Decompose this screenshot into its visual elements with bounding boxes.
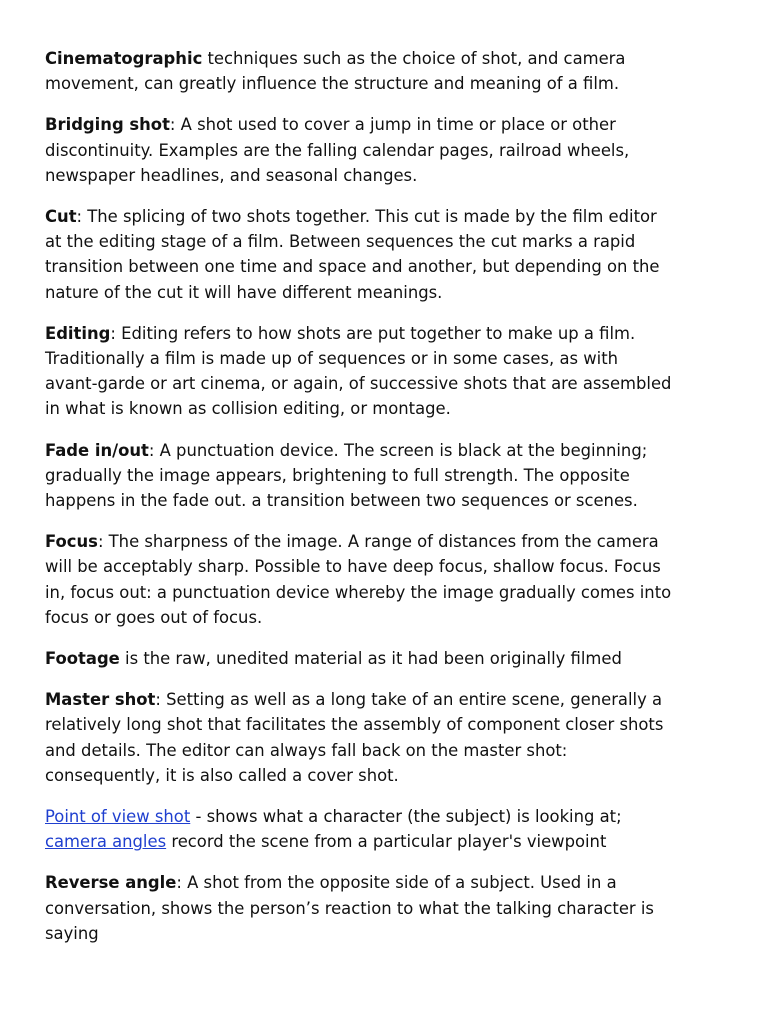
term-footage: Footage <box>45 649 120 669</box>
entry-editing <box>45 321 735 422</box>
definition-camera-angles: record the scene from a particular player's viewpoint <box>166 832 607 852</box>
camera-angles-link[interactable]: camera angles <box>45 832 167 852</box>
definition-cinematographic: techniques such as the choice of shot, and camera movement, can greatly influence the structure and meaning of a film. <box>45 49 626 94</box>
term-fade-in-out: Fade in/out <box>45 440 149 460</box>
definition-master-shot: : Setting as well as a long take of an entire scene, generally a relatively long shot that facilitates the assembly of component closer shots and details. The editor can always fall back on the master shot: consequently, it is also called a cover shot. <box>45 690 664 785</box>
term-cut: Cut <box>45 207 77 227</box>
entry-focus <box>45 529 735 630</box>
entry-point-of-view-shot <box>45 804 735 854</box>
point-of-view-shot-link[interactable]: Point of view shot <box>45 807 191 827</box>
term-reverse-angle: Reverse angle <box>45 873 177 893</box>
glossary-document <box>45 46 735 962</box>
term-focus: Focus <box>45 532 98 552</box>
definition-cut: : The splicing of two shots together. This cut is made by the film editor at the editing stage of a film. Between sequences the cut marks a rapid transition between one time and space and another, but depending on the nature of the cut it will have different meanings. <box>45 207 660 302</box>
entry-reverse-angle <box>45 870 735 946</box>
term-master-shot: Master shot <box>45 690 156 710</box>
term-cinematographic: Cinematographic <box>45 49 203 68</box>
entry-bridging-shot <box>45 112 735 188</box>
entry-footage <box>45 646 735 671</box>
definition-point-of-view-shot: - shows what a character (the subject) is looking at; <box>190 807 622 827</box>
entry-cut <box>45 204 735 305</box>
definition-editing: : Editing refers to how shots are put together to make up a film. Traditionally a film is made up of sequences or in some cases, as with avant-garde or art cinema, or again, of successive shots that are assembled in what is known as collision editing, or montage. <box>45 323 672 419</box>
definition-bridging-shot: : A shot used to cover a jump in time or place or other discontinuity. Examples are the falling calendar pages, railroad wheels, newspaper headlines, and seasonal changes. <box>45 115 630 185</box>
definition-fade-in-out: : A punctuation device. The screen is black at the beginning; gradually the image appears, brightening to full strength. The opposite happens in the fade out. a transition between two sequences or scenes. <box>45 440 648 511</box>
term-bridging-shot: Bridging shot <box>45 115 170 135</box>
definition-footage: is the raw, unedited material as it had been originally filmed <box>119 649 622 669</box>
term-editing: Editing <box>45 323 111 343</box>
entry-master-shot <box>45 687 735 788</box>
definition-focus: : The sharpness of the image. A range of distances from the camera will be acceptably sharp. Possible to have deep focus, shallow focus. Focus in, focus out: a punctuation device whereby the image gradually comes into focus or goes out of focus. <box>45 532 672 627</box>
entry-cinematographic <box>45 46 735 96</box>
entry-fade-in-out <box>45 438 735 514</box>
definition-reverse-angle: : A shot from the opposite side of a subject. Used in a conversation, shows the person’s reaction to what the talking character is saying <box>45 873 654 943</box>
